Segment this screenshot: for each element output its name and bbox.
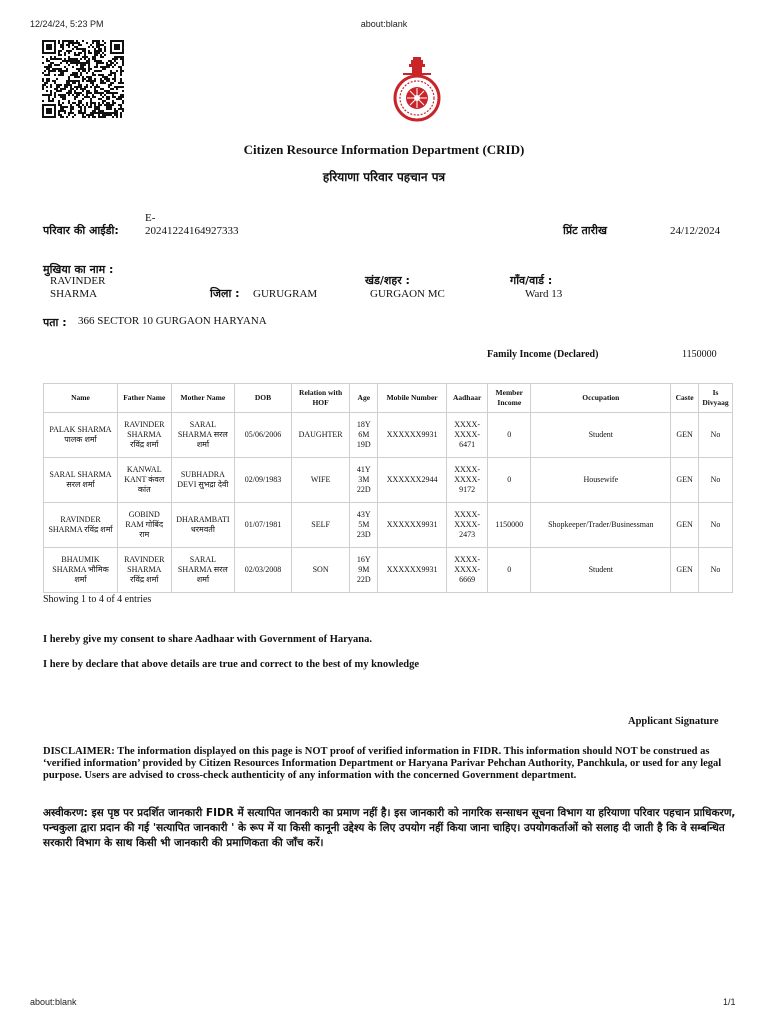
page-subtitle: हरियाणा परिवार पहचान पत्र: [322, 170, 446, 184]
haryana-emblem-icon: [389, 55, 445, 125]
table-cell: SON: [291, 548, 350, 593]
table-cell: No: [698, 413, 732, 458]
address-label: पता :: [43, 316, 67, 329]
table-cell: RAVINDER SHARMA रविंद्र शर्मा: [44, 503, 118, 548]
family-id-value: 20241224164927333: [145, 225, 239, 237]
table-cell: 0: [488, 458, 531, 503]
column-header: Occupation: [531, 384, 671, 413]
family-income-value: 1150000: [682, 349, 717, 360]
print-date-value: 24/12/2024: [670, 225, 721, 237]
table-cell: 41Y 3M 22D: [350, 458, 378, 503]
table-row: [44, 503, 733, 548]
table-cell: 1150000: [488, 503, 531, 548]
table-cell: RAVINDER SHARMA रविंद्र शर्मा: [118, 413, 171, 458]
family-income-label: Family Income (Declared): [487, 349, 599, 360]
declaration-text: I here by declare that above details are true and correct to the best of my knowledge: [43, 659, 420, 670]
column-header: Relation with HOF: [291, 384, 350, 413]
table-cell: GEN: [671, 548, 699, 593]
table-cell: Shopkeeper/Trader/Businessman: [531, 503, 671, 548]
table-cell: XXXXXX9931: [378, 548, 447, 593]
column-header: DOB: [235, 384, 292, 413]
head-name-line1: RAVINDER: [50, 275, 106, 287]
consent-text: I hereby give my consent to share Aadhaar with Government of Haryana.: [43, 634, 372, 645]
table-cell: DHARAMBATI धरमवती: [171, 503, 235, 548]
table-cell: No: [698, 458, 732, 503]
address-value: 366 SECTOR 10 GURGAON HARYANA: [78, 315, 267, 327]
family-id-label: परिवार की आईडी:: [43, 224, 119, 237]
disclaimer-english: DISCLAIMER: The information displayed on this page is NOT proof of verified information in FIDR. This information should NOT be construed as ‘verified information’ provided by Citizen Resources Information Department or Haryana Parivar Pehchan Authority, Panchkula, or used for any legal purpose. Users are advised to cross-check authenticity of any information with the concerned Government department.: [43, 746, 722, 781]
column-header: Aadhaar: [447, 384, 488, 413]
print-date-label: प्रिंट तारीख: [563, 224, 607, 237]
table-cell: XXXX-XXXX-6669: [447, 548, 488, 593]
table-cell: No: [698, 503, 732, 548]
village-label: गाँव/वार्ड :: [510, 274, 553, 287]
village-value: Ward 13: [525, 288, 563, 300]
table-cell: XXXX-XXXX-9172: [447, 458, 488, 503]
table-cell: 0: [488, 413, 531, 458]
table-cell: Housewife: [531, 458, 671, 503]
column-header: Member Income: [488, 384, 531, 413]
disclaimer-hindi: अस्वीकरण: इस पृष्ठ पर प्रदर्शित जानकारी FIDR में सत्यापित जानकारी का प्रमाण नहीं है। इस जानकारी को नागरिक सन्साधन सूचना विभाग या हरियाणा परिवार पहचान प्राधिकरण, पन्चकुला द्वारा प्रदान की गई 'सत्यापित जानकारी ' के रूप में या किसी कानूनी उद्देश्य के लिए उपयोग नहीं किया जाना चाहिए। उपयोगकर्ताओं को सलाह दी जाती है कि वे सम्बन्धित सरकारी विभाग के साथ किसी भी जानकारी की प्रमाणिकता की जाँच करें।: [43, 807, 736, 849]
table-cell: 01/07/1981: [235, 503, 292, 548]
table-cell: SARAL SHARMA सरल शर्मा: [171, 413, 235, 458]
table-cell: SARAL SHARMA सरल शर्मा: [44, 458, 118, 503]
qr-code-icon: [42, 40, 124, 118]
table-cell: XXXXXX9931: [378, 503, 447, 548]
column-header: Father Name: [118, 384, 171, 413]
table-cell: SARAL SHARMA सरल शर्मा: [171, 548, 235, 593]
table-cell: XXXXXX9931: [378, 413, 447, 458]
table-cell: XXXXXX2944: [378, 458, 447, 503]
table-cell: BHAUMIK SHARMA भौमिक शर्मा: [44, 548, 118, 593]
table-cell: SUBHADRA DEVI सुभद्रा देवी: [171, 458, 235, 503]
table-cell: KANWAL KANT कंवल कांत: [118, 458, 171, 503]
district-value: GURUGRAM: [253, 288, 318, 300]
column-header: Caste: [671, 384, 699, 413]
table-cell: 02/09/1983: [235, 458, 292, 503]
page-title: Citizen Resource Information Department (CRID): [243, 142, 525, 157]
table-cell: 05/06/2006: [235, 413, 292, 458]
column-header: Mobile Number: [378, 384, 447, 413]
head-name-line2: SHARMA: [50, 288, 98, 300]
table-cell: Student: [531, 413, 671, 458]
table-cell: 43Y 5M 23D: [350, 503, 378, 548]
table-cell: 02/03/2008: [235, 548, 292, 593]
table-cell: 16Y 9M 22D: [350, 548, 378, 593]
members-table: [43, 383, 733, 593]
column-header: Is Divyaag: [698, 384, 732, 413]
table-cell: No: [698, 548, 732, 593]
table-cell: XXXX-XXXX-6471: [447, 413, 488, 458]
table-cell: 18Y 6M 19D: [350, 413, 378, 458]
table-header-row: [44, 384, 733, 413]
table-row: [44, 548, 733, 593]
district-label: जिला :: [210, 287, 240, 300]
print-url-bottom: about:blank: [30, 997, 77, 1007]
print-page-count: 1/1: [723, 997, 736, 1007]
table-cell: GEN: [671, 503, 699, 548]
print-datetime: 12/24/24, 5:23 PM: [30, 19, 104, 29]
print-url-top: about:blank: [360, 19, 408, 29]
head-name-label: मुखिया का नाम :: [43, 263, 114, 276]
column-header: Name: [44, 384, 118, 413]
family-id-prefix: E-: [145, 212, 156, 224]
table-cell: 0: [488, 548, 531, 593]
block-value: GURGAON MC: [370, 288, 445, 300]
table-cell: SELF: [291, 503, 350, 548]
table-cell: PALAK SHARMA पालक शर्मा: [44, 413, 118, 458]
table-cell: GOBIND RAM गोबिंद राम: [118, 503, 171, 548]
table-cell: GEN: [671, 413, 699, 458]
table-cell: RAVINDER SHARMA रविंद्र शर्मा: [118, 548, 171, 593]
table-row: [44, 413, 733, 458]
table-cell: DAUGHTER: [291, 413, 350, 458]
block-label: खंड/शहर :: [365, 274, 410, 287]
table-entries-info: Showing 1 to 4 of 4 entries: [43, 594, 152, 605]
applicant-signature: Applicant Signature: [628, 716, 719, 727]
table-row: [44, 458, 733, 503]
column-header: Mother Name: [171, 384, 235, 413]
table-cell: WIFE: [291, 458, 350, 503]
table-cell: GEN: [671, 458, 699, 503]
table-cell: Student: [531, 548, 671, 593]
column-header: Age: [350, 384, 378, 413]
table-cell: XXXX-XXXX-2473: [447, 503, 488, 548]
